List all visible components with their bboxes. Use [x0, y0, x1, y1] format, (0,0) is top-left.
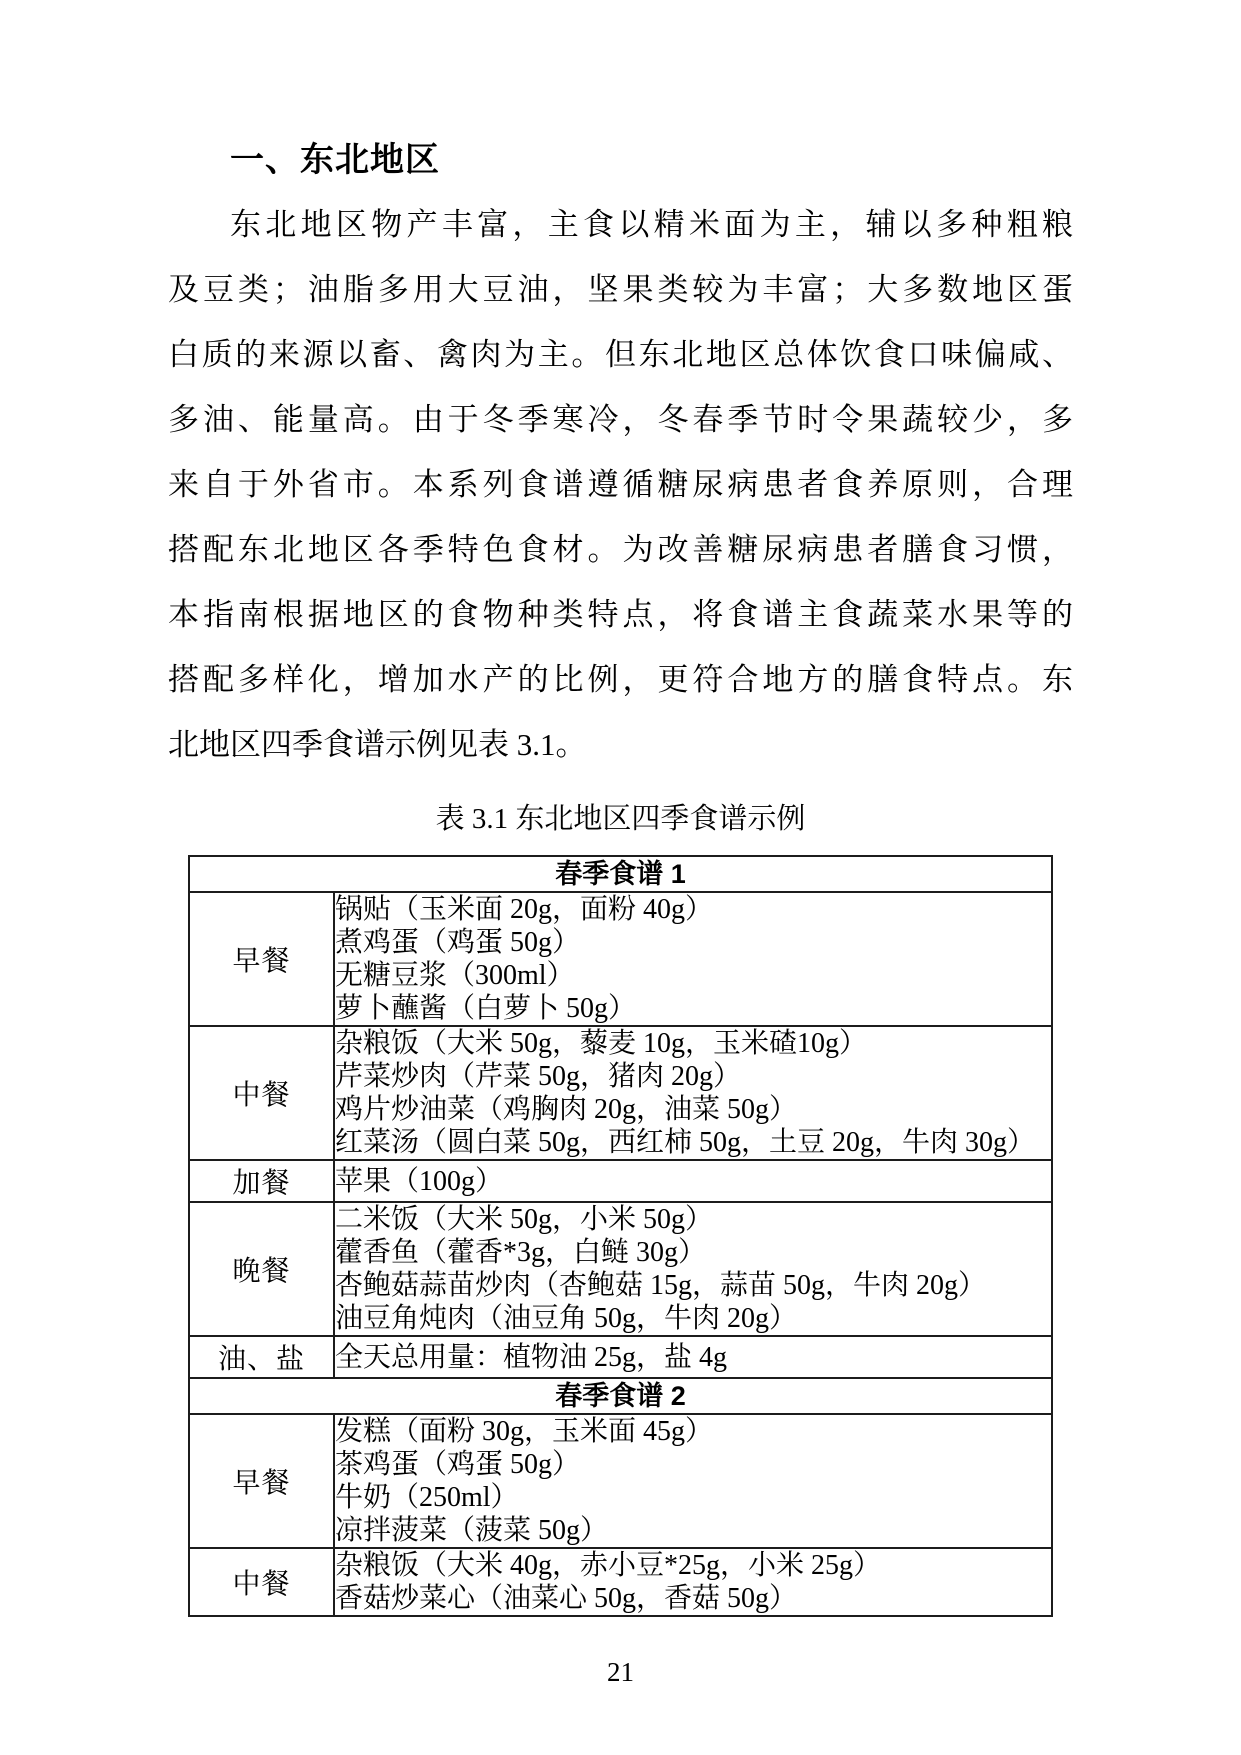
paragraph-line: 搭配东北地区各季特色食材。为改善糖尿病患者膳食习惯，	[168, 532, 1073, 567]
table-row	[189, 892, 1052, 1026]
page-number: 21	[607, 1657, 634, 1687]
meal-items-cell	[334, 1414, 1052, 1548]
paragraph-line: 东北地区物产丰富，主食以精米面为主，辅以多种粗粮	[230, 207, 1073, 242]
menu-item: 无糖豆浆（300ml）	[335, 960, 575, 991]
section-header-cell: 春季食谱 1	[189, 856, 1052, 892]
section-heading: 一、东北地区	[230, 141, 440, 179]
paragraph-line: 白质的来源以畜、禽肉为主。但东北地区总体饮食口味偏咸、	[168, 337, 1073, 372]
paragraph-line: 多油、能量高。由于冬季寒冷，冬春季节时令果蔬较少，多	[168, 402, 1073, 437]
meal-items-cell	[334, 1202, 1052, 1336]
paragraph-line: 本指南根据地区的食物种类特点，将食谱主食蔬菜水果等的	[168, 597, 1073, 632]
menu-item: 茶鸡蛋（鸡蛋 50g）	[335, 1449, 581, 1480]
meal-label-cell: 早餐	[189, 1414, 334, 1548]
paragraph-line: 及豆类；油脂多用大豆油，坚果类较为丰富；大多数地区蛋	[168, 272, 1073, 307]
menu-item: 凉拌菠菜（菠菜 50g）	[335, 1515, 609, 1546]
meal-label-cell: 晚餐	[189, 1202, 334, 1336]
meal-label-cell: 中餐	[189, 1548, 334, 1616]
recipe-table	[188, 855, 1053, 1617]
menu-item: 香菇炒菜心（油菜心 50g，香菇 50g）	[335, 1583, 798, 1614]
menu-item: 油豆角炖肉（油豆角 50g，牛肉 20g）	[335, 1303, 798, 1334]
paragraph-line: 北地区四季食谱示例见表 3.1。	[168, 727, 587, 762]
meal-items-cell	[334, 1026, 1052, 1160]
table-row	[189, 1026, 1052, 1160]
table-row	[189, 1202, 1052, 1336]
menu-item: 藿香鱼（藿香*3g，白鲢 30g）	[335, 1237, 707, 1268]
table-section-header-row	[189, 856, 1052, 892]
menu-item: 全天总用量：植物油 25g，盐 4g	[335, 1341, 728, 1373]
menu-item: 杏鲍菇蒜苗炒肉（杏鲍菇 15g，蒜苗 50g，牛肉 20g）	[335, 1270, 987, 1301]
meal-label-cell: 中餐	[189, 1026, 334, 1160]
meal-items-cell	[334, 1336, 1052, 1378]
menu-item: 杂粮饭（大米 40g，赤小豆*25g，小米 25g）	[335, 1550, 882, 1581]
meal-label-cell: 油、盐	[189, 1336, 334, 1378]
menu-item: 牛奶（250ml）	[335, 1482, 519, 1513]
table-caption: 表 3.1 东北地区四季食谱示例	[435, 803, 806, 835]
menu-item: 二米饭（大米 50g，小米 50g）	[335, 1204, 714, 1235]
table-row	[189, 1160, 1052, 1202]
menu-item: 锅贴（玉米面 20g，面粉 40g）	[335, 894, 714, 925]
menu-item: 萝卜蘸酱（白萝卜 50g）	[335, 993, 637, 1024]
table-row	[189, 1548, 1052, 1616]
table-section-header-row	[189, 1378, 1052, 1414]
menu-item: 杂粮饭（大米 50g，藜麦 10g，玉米碴10g）	[335, 1028, 868, 1059]
meal-label-cell: 加餐	[189, 1160, 334, 1202]
menu-item: 苹果（100g）	[335, 1165, 504, 1197]
paragraph-line: 搭配多样化，增加水产的比例，更符合地方的膳食特点。东	[168, 662, 1073, 697]
menu-item: 煮鸡蛋（鸡蛋 50g）	[335, 927, 581, 958]
section-header-cell: 春季食谱 2	[189, 1378, 1052, 1414]
meal-items-cell	[334, 1548, 1052, 1616]
table-row	[189, 1336, 1052, 1378]
menu-item: 红菜汤（圆白菜 50g，西红柿 50g，土豆 20g，牛肉 30g）	[335, 1127, 1036, 1158]
menu-item: 芹菜炒肉（芹菜 50g，猪肉 20g）	[335, 1061, 742, 1092]
menu-item: 发糕（面粉 30g，玉米面 45g）	[335, 1416, 714, 1447]
body-paragraph	[168, 192, 1073, 777]
menu-item: 鸡片炒油菜（鸡胸肉 20g，油菜 50g）	[335, 1094, 798, 1125]
meal-items-cell	[334, 892, 1052, 1026]
paragraph-line: 来自于外省市。本系列食谱遵循糖尿病患者食养原则，合理	[168, 467, 1073, 502]
table-row	[189, 1414, 1052, 1548]
meal-items-cell	[334, 1160, 1052, 1202]
meal-label-cell: 早餐	[189, 892, 334, 1026]
